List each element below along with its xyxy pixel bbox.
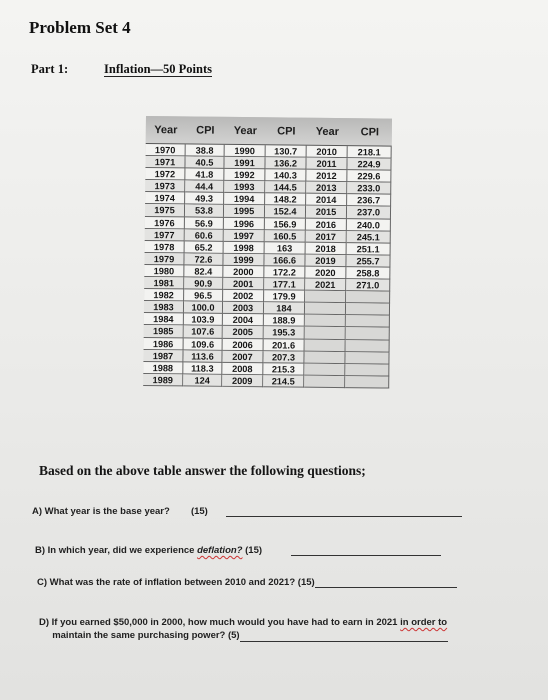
cpi-cell: 136.2 (265, 157, 306, 170)
year-cell: 1971 (145, 156, 185, 169)
cpi-cell: 207.3 (263, 351, 304, 364)
cpi-cell: 49.3 (185, 193, 224, 206)
cpi-cell: 179.9 (264, 290, 305, 303)
question-c (37, 577, 457, 588)
cpi-cell: 56.9 (185, 217, 224, 230)
cpi-cell: 41.8 (185, 169, 224, 182)
year-cell: 1994 (224, 193, 265, 206)
header-cpi-3: CPI (360, 125, 380, 138)
year-cell: 2016 (306, 218, 347, 231)
cpi-cell (346, 328, 390, 341)
year-cell: 1984 (144, 313, 184, 326)
cpi-cell: 124 (183, 374, 222, 387)
question-a-points: (15) (190, 506, 208, 517)
year-cell (304, 375, 345, 388)
part-label: Part 1: (31, 62, 69, 76)
question-d-line2: maintain the same purchasing power? (5) (52, 630, 240, 641)
year-cell: 2015 (306, 206, 347, 219)
year-cell: 1972 (145, 168, 185, 181)
cpi-cell: 100.0 (184, 302, 223, 315)
cpi-cell: 166.6 (264, 254, 305, 267)
header-year-3: Year (315, 125, 340, 138)
cpi-cell: 240.0 (347, 219, 391, 232)
year-cell: 2019 (305, 255, 346, 268)
year-cell: 2011 (306, 158, 347, 171)
header-cpi-1: CPI (196, 124, 215, 137)
cpi-cell: 188.9 (264, 315, 305, 328)
year-cell (305, 327, 346, 340)
cpi-cell: 271.0 (346, 279, 390, 292)
cpi-cell: 144.5 (265, 182, 306, 195)
year-cell: 2001 (223, 278, 264, 291)
year-cell: 1973 (145, 180, 185, 193)
year-cell (305, 339, 346, 352)
cpi-cell: 245.1 (347, 231, 391, 244)
question-a-text: A) What year is the base year? (32, 506, 170, 517)
cpi-cell: 96.5 (184, 290, 223, 303)
year-cell: 2014 (306, 194, 347, 207)
cpi-cell: 172.2 (264, 266, 305, 279)
question-b-text: B) In which year, did we experience (35, 545, 195, 556)
question-d-in-order: in order to (400, 617, 448, 628)
year-cell: 1980 (144, 265, 184, 278)
year-cell: 1974 (145, 192, 185, 205)
cpi-cell: 215.3 (263, 363, 304, 376)
year-cell: 2020 (305, 267, 346, 280)
cpi-cell: 44.4 (185, 181, 224, 194)
answer-line-b[interactable] (291, 555, 441, 556)
cpi-cell: 65.2 (185, 241, 224, 254)
year-cell: 1985 (144, 325, 184, 338)
year-cell: 1978 (145, 241, 185, 254)
cpi-cell: 60.6 (185, 229, 224, 242)
cpi-cell: 130.7 (266, 145, 307, 158)
year-cell: 1976 (145, 217, 185, 230)
year-cell: 2002 (223, 290, 264, 303)
year-cell: 1989 (143, 374, 183, 387)
year-cell (305, 303, 346, 316)
cpi-cell: 237.0 (347, 207, 391, 220)
question-b-points: (15) (245, 545, 263, 556)
instruction-text: Based on the above table answer the following questions; (39, 463, 366, 478)
year-cell: 1999 (223, 254, 264, 267)
year-cell: 1970 (146, 144, 186, 157)
header-cpi-2: CPI (277, 124, 296, 138)
cpi-cell: 258.8 (346, 267, 390, 280)
cpi-cell: 236.7 (347, 194, 391, 207)
question-d-line1: D) If you earned $50,000 in 2000, how much would you have had to earn in 2021 (39, 617, 398, 628)
year-cell: 2009 (222, 375, 263, 388)
year-cell: 2000 (223, 266, 264, 279)
cpi-cell: 109.6 (184, 338, 223, 351)
cpi-cell: 38.8 (186, 144, 225, 157)
question-b (35, 545, 441, 556)
year-cell: 1988 (143, 362, 183, 375)
question-a (32, 506, 462, 517)
year-cell: 1995 (224, 205, 265, 218)
year-cell (304, 363, 345, 376)
cpi-cell: 255.7 (346, 255, 390, 268)
year-cell: 2013 (306, 182, 347, 195)
cpi-table (143, 116, 392, 388)
cpi-cell: 140.3 (265, 169, 306, 182)
year-cell: 2018 (306, 242, 347, 255)
year-cell: 2007 (222, 350, 263, 363)
cpi-cell: 184 (264, 302, 305, 315)
cpi-cell: 224.9 (347, 158, 391, 171)
question-b-keyword: deflation? (197, 545, 243, 556)
cpi-cell: 251.1 (347, 243, 391, 256)
year-cell: 1993 (224, 181, 265, 194)
year-cell: 1975 (145, 204, 185, 217)
cpi-cell (345, 376, 389, 389)
cpi-cell: 113.6 (183, 350, 222, 363)
cpi-cell (346, 303, 390, 316)
header-year-2: Year (233, 124, 258, 137)
cpi-cell: 107.6 (184, 326, 223, 339)
cpi-cell (346, 315, 390, 328)
table-body (143, 143, 392, 388)
year-cell (304, 351, 345, 364)
year-cell: 2003 (223, 302, 264, 315)
year-cell: 1998 (224, 242, 265, 255)
cpi-cell: 177.1 (264, 278, 305, 291)
cpi-cell (346, 291, 390, 304)
year-cell: 2004 (223, 314, 264, 327)
cpi-cell: 118.3 (183, 362, 222, 375)
header-year-1: Year (154, 123, 178, 136)
cpi-cell: 229.6 (347, 170, 391, 183)
year-cell: 2005 (223, 326, 264, 339)
table-header (146, 116, 392, 146)
cpi-cell: 72.6 (184, 253, 223, 266)
cpi-cell: 103.9 (184, 314, 223, 327)
year-cell: 1990 (225, 145, 266, 158)
year-cell: 1997 (224, 229, 265, 242)
part-heading: Inflation—50 Points (104, 62, 213, 76)
year-cell: 2012 (306, 170, 347, 183)
answer-line-c[interactable] (315, 587, 457, 588)
year-cell (305, 315, 346, 328)
cpi-cell: 233.0 (347, 182, 391, 195)
year-cell: 1986 (144, 337, 184, 350)
cpi-cell: 148.2 (265, 194, 306, 207)
answer-line-a[interactable] (226, 516, 462, 517)
question-c-text: C) What was the rate of inflation between 2010 and 2021? (15) (37, 577, 315, 588)
answer-line-d[interactable] (240, 641, 448, 642)
cpi-cell (346, 340, 390, 353)
year-cell: 1987 (143, 350, 183, 363)
question-d (39, 616, 499, 642)
page-title: Problem Set 4 (29, 18, 131, 37)
cpi-cell: 195.3 (264, 327, 305, 340)
year-cell: 2017 (306, 230, 347, 243)
year-cell: 1996 (224, 217, 265, 230)
cpi-cell: 90.9 (184, 277, 223, 290)
cpi-cell (345, 364, 389, 377)
cpi-cell: 214.5 (263, 375, 304, 388)
cpi-cell: 201.6 (264, 339, 305, 352)
year-cell: 2010 (307, 146, 348, 159)
cpi-cell: 53.8 (185, 205, 224, 218)
year-cell: 2006 (223, 338, 264, 351)
cpi-cell: 156.9 (265, 218, 306, 231)
cpi-cell: 163 (265, 242, 306, 255)
cpi-cell: 152.4 (265, 206, 306, 219)
year-cell: 2008 (222, 363, 263, 376)
cpi-cell: 218.1 (348, 146, 392, 159)
cpi-cell: 160.5 (265, 230, 306, 243)
year-cell: 1977 (145, 229, 185, 242)
year-cell: 1982 (144, 289, 184, 302)
year-cell (305, 291, 346, 304)
year-cell: 2021 (305, 279, 346, 292)
year-cell: 1981 (144, 277, 184, 290)
year-cell: 1992 (224, 169, 265, 182)
cpi-cell: 40.5 (185, 157, 224, 170)
year-cell: 1983 (144, 301, 184, 314)
year-cell: 1991 (224, 157, 265, 170)
year-cell: 1979 (144, 253, 184, 266)
cpi-cell: 82.4 (184, 265, 223, 278)
cpi-cell (345, 352, 389, 365)
